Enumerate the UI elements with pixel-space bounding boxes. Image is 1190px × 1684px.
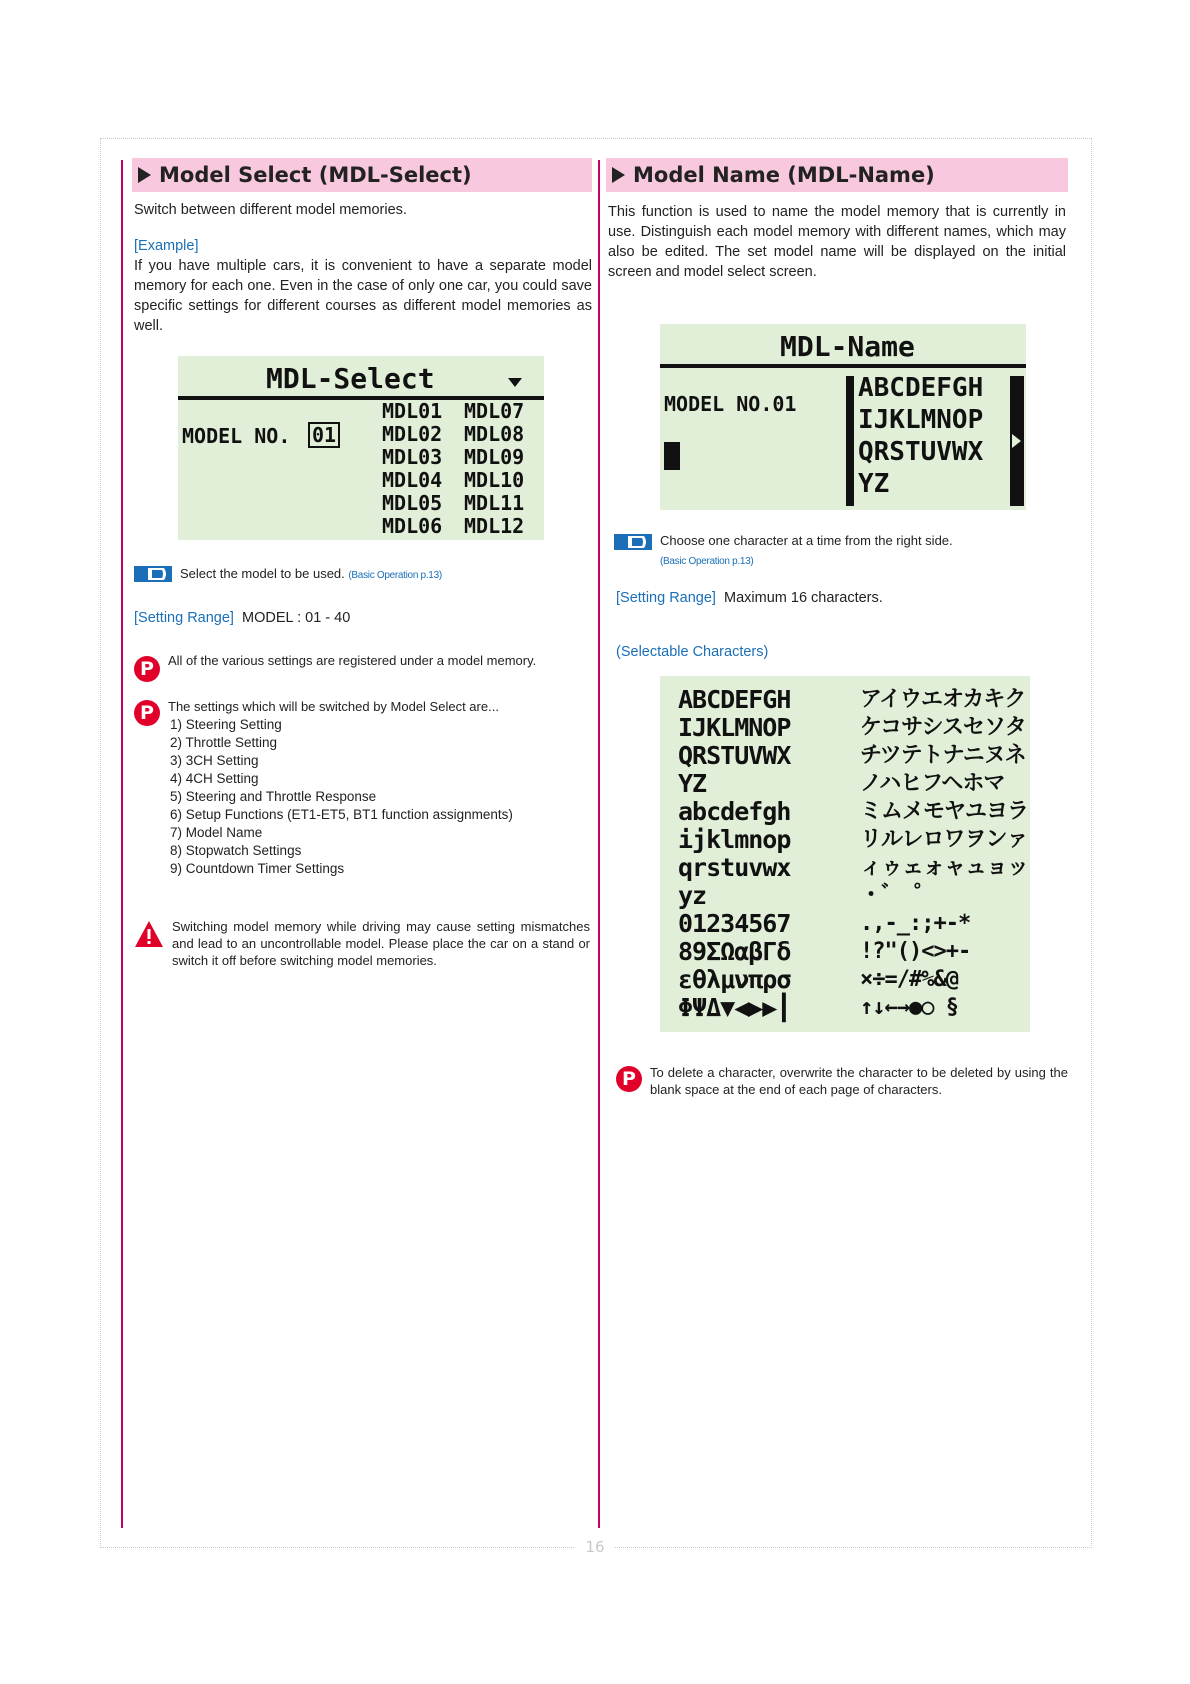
point-icon: P bbox=[134, 656, 160, 682]
char-row: ×÷=/#%&@ bbox=[860, 967, 958, 992]
char-row: .,-_:;+-* bbox=[860, 911, 971, 936]
char-row: チツテトナニヌネ bbox=[860, 743, 1026, 768]
lcd-model-slot: MDL08 bbox=[464, 422, 525, 446]
char-panel-left-bar bbox=[846, 376, 854, 506]
point-note-1: All of the various settings are registered under a model memory. bbox=[168, 653, 537, 668]
example-text: If you have multiple cars, it is convenient to have a separate model memory for each one. Even in the case of only one car, you could save specific settings for different courses as different model memories as well. bbox=[134, 258, 592, 334]
lcd-char-row: YZ bbox=[858, 469, 890, 499]
settings-list-item: 4) 4CH Setting bbox=[170, 771, 259, 786]
settings-list-item: 6) Setup Functions (ET1-ET5, BT1 function assignments) bbox=[170, 807, 513, 822]
settings-list-item: 7) Model Name bbox=[170, 825, 263, 840]
setting-range: [Setting Range] Maximum 16 characters. bbox=[616, 590, 883, 606]
char-row: ABCDEFGH bbox=[678, 685, 791, 714]
lcd-model-slot: MDL11 bbox=[464, 491, 525, 515]
lcd-model-slot: MDL07 bbox=[464, 399, 525, 423]
lcd-model-label: MODEL NO.01 bbox=[664, 392, 797, 416]
lcd-model-slot: MDL01 bbox=[382, 399, 443, 423]
intro-text: This function is used to name the model memory that is currently in use. Distinguish each model memory with different names, which may also be edited. The set model name will be displayed on the initial screen and model select screen. bbox=[608, 204, 1066, 280]
lcd-char-row: ABCDEFGH bbox=[858, 373, 984, 403]
char-row: ΦΨΔ▼◀▶▶┃ bbox=[678, 993, 791, 1022]
char-set-katakana-symbols bbox=[860, 686, 1028, 1022]
lcd-model-slot: MDL06 bbox=[382, 514, 443, 538]
lcd-model-slot: MDL09 bbox=[464, 445, 525, 469]
hand-note: Choose one character at a time from the right side. bbox=[660, 533, 953, 548]
lcd-model-slot: MDL05 bbox=[382, 491, 443, 515]
lcd-title: MDL-Name bbox=[780, 330, 915, 363]
settings-list-item: 3) 3CH Setting bbox=[170, 753, 259, 768]
example-label: [Example] bbox=[134, 238, 199, 254]
char-row: εθλμνπρσ bbox=[678, 965, 791, 994]
hand-ref: (Basic Operation p.13) bbox=[660, 556, 754, 567]
warning-icon bbox=[134, 920, 164, 948]
scroll-down-icon bbox=[508, 378, 522, 387]
lcd-model-label: MODEL NO. bbox=[182, 424, 291, 448]
left-margin-line bbox=[121, 160, 123, 1528]
char-row: QRSTUVWX bbox=[678, 741, 791, 770]
char-row: 89ΣΩαβΓδ bbox=[678, 937, 791, 966]
column-divider bbox=[598, 160, 600, 1528]
lcd-model-list-col1 bbox=[382, 400, 442, 538]
settings-list-item: 8) Stopwatch Settings bbox=[170, 843, 302, 858]
char-row: !?"()<>+- bbox=[860, 939, 971, 964]
settings-list bbox=[170, 716, 590, 878]
char-row: ミムメモヤユヨラ bbox=[860, 799, 1029, 824]
lcd-model-value: 01 bbox=[308, 422, 340, 448]
lcd-char-row: QRSTUVWX bbox=[858, 437, 984, 467]
char-row: yz bbox=[678, 881, 707, 910]
warning-text: Switching model memory while driving may cause setting mismatches and lead to an uncontrollable model. Please place the car on a stand or switch it off before switching model memories. bbox=[172, 919, 590, 968]
selectable-characters-label: (Selectable Characters) bbox=[616, 644, 769, 660]
char-row: ノハヒフヘホマ bbox=[860, 771, 1005, 796]
char-row: ケコサシスセソタ bbox=[860, 715, 1026, 740]
char-row: qrstuvwx bbox=[678, 853, 791, 882]
char-row: YZ bbox=[678, 769, 707, 798]
page-right-arrow-icon bbox=[1012, 434, 1021, 448]
char-row: ・゛ ゜ bbox=[860, 883, 936, 908]
lcd-model-slot: MDL12 bbox=[464, 514, 525, 538]
char-row: abcdefgh bbox=[678, 797, 791, 826]
char-row: リルレロワヲンァ bbox=[860, 827, 1028, 852]
point-note-2: The settings which will be switched by Model Select are... bbox=[168, 699, 499, 714]
lcd-title: MDL-Select bbox=[266, 362, 435, 395]
char-row: IJKLMNOP bbox=[678, 713, 791, 742]
triangle-bullet-icon bbox=[612, 167, 625, 183]
lcd-model-slot: MDL02 bbox=[382, 422, 443, 446]
setting-range: [Setting Range] MODEL : 01 - 40 bbox=[134, 610, 351, 626]
point-icon: P bbox=[134, 700, 160, 726]
intro-text: Switch between different model memories. bbox=[134, 202, 407, 218]
lcd-model-slot: MDL03 bbox=[382, 445, 443, 469]
settings-list-item: 9) Countdown Timer Settings bbox=[170, 861, 345, 876]
settings-list-item: 2) Throttle Setting bbox=[170, 735, 278, 750]
char-row: ↑↓←→●○ § bbox=[860, 995, 958, 1020]
lcd-mdl-name bbox=[660, 324, 1026, 510]
section-title-model-select: Model Select (MDL-Select) bbox=[132, 158, 592, 192]
char-row: ィゥェォャュョッ bbox=[860, 855, 1029, 880]
point-note-delete: To delete a character, overwrite the character to be deleted by using the blank space at the end of each page of characters. bbox=[650, 1065, 1068, 1097]
lcd-model-slot: MDL04 bbox=[382, 468, 443, 492]
text-cursor bbox=[664, 442, 680, 470]
char-row: ijklmnop bbox=[678, 825, 791, 854]
lcd-mdl-select bbox=[178, 356, 544, 540]
pointing-hand-icon bbox=[134, 564, 172, 584]
lcd-rule bbox=[660, 364, 1026, 368]
selectable-characters-panel bbox=[660, 676, 1030, 1032]
hand-note: Select the model to be used. (Basic Operation p.13) bbox=[180, 566, 442, 581]
lcd-char-grid bbox=[858, 372, 983, 500]
section-title-model-name: Model Name (MDL-Name) bbox=[606, 158, 1068, 192]
char-set-latin bbox=[678, 686, 790, 1022]
point-icon: P bbox=[616, 1066, 642, 1092]
settings-list-item: 1) Steering Setting bbox=[170, 717, 282, 732]
page-number: 16 bbox=[0, 1538, 1190, 1556]
lcd-model-list-col2 bbox=[464, 400, 524, 538]
lcd-model-slot: MDL10 bbox=[464, 468, 525, 492]
lcd-char-row: IJKLMNOP bbox=[858, 405, 984, 435]
char-row: アイウエオカキク bbox=[860, 687, 1026, 712]
triangle-bullet-icon bbox=[138, 167, 151, 183]
settings-list-item: 5) Steering and Throttle Response bbox=[170, 789, 377, 804]
char-row: 01234567 bbox=[678, 909, 791, 938]
pointing-hand-icon bbox=[614, 532, 652, 552]
